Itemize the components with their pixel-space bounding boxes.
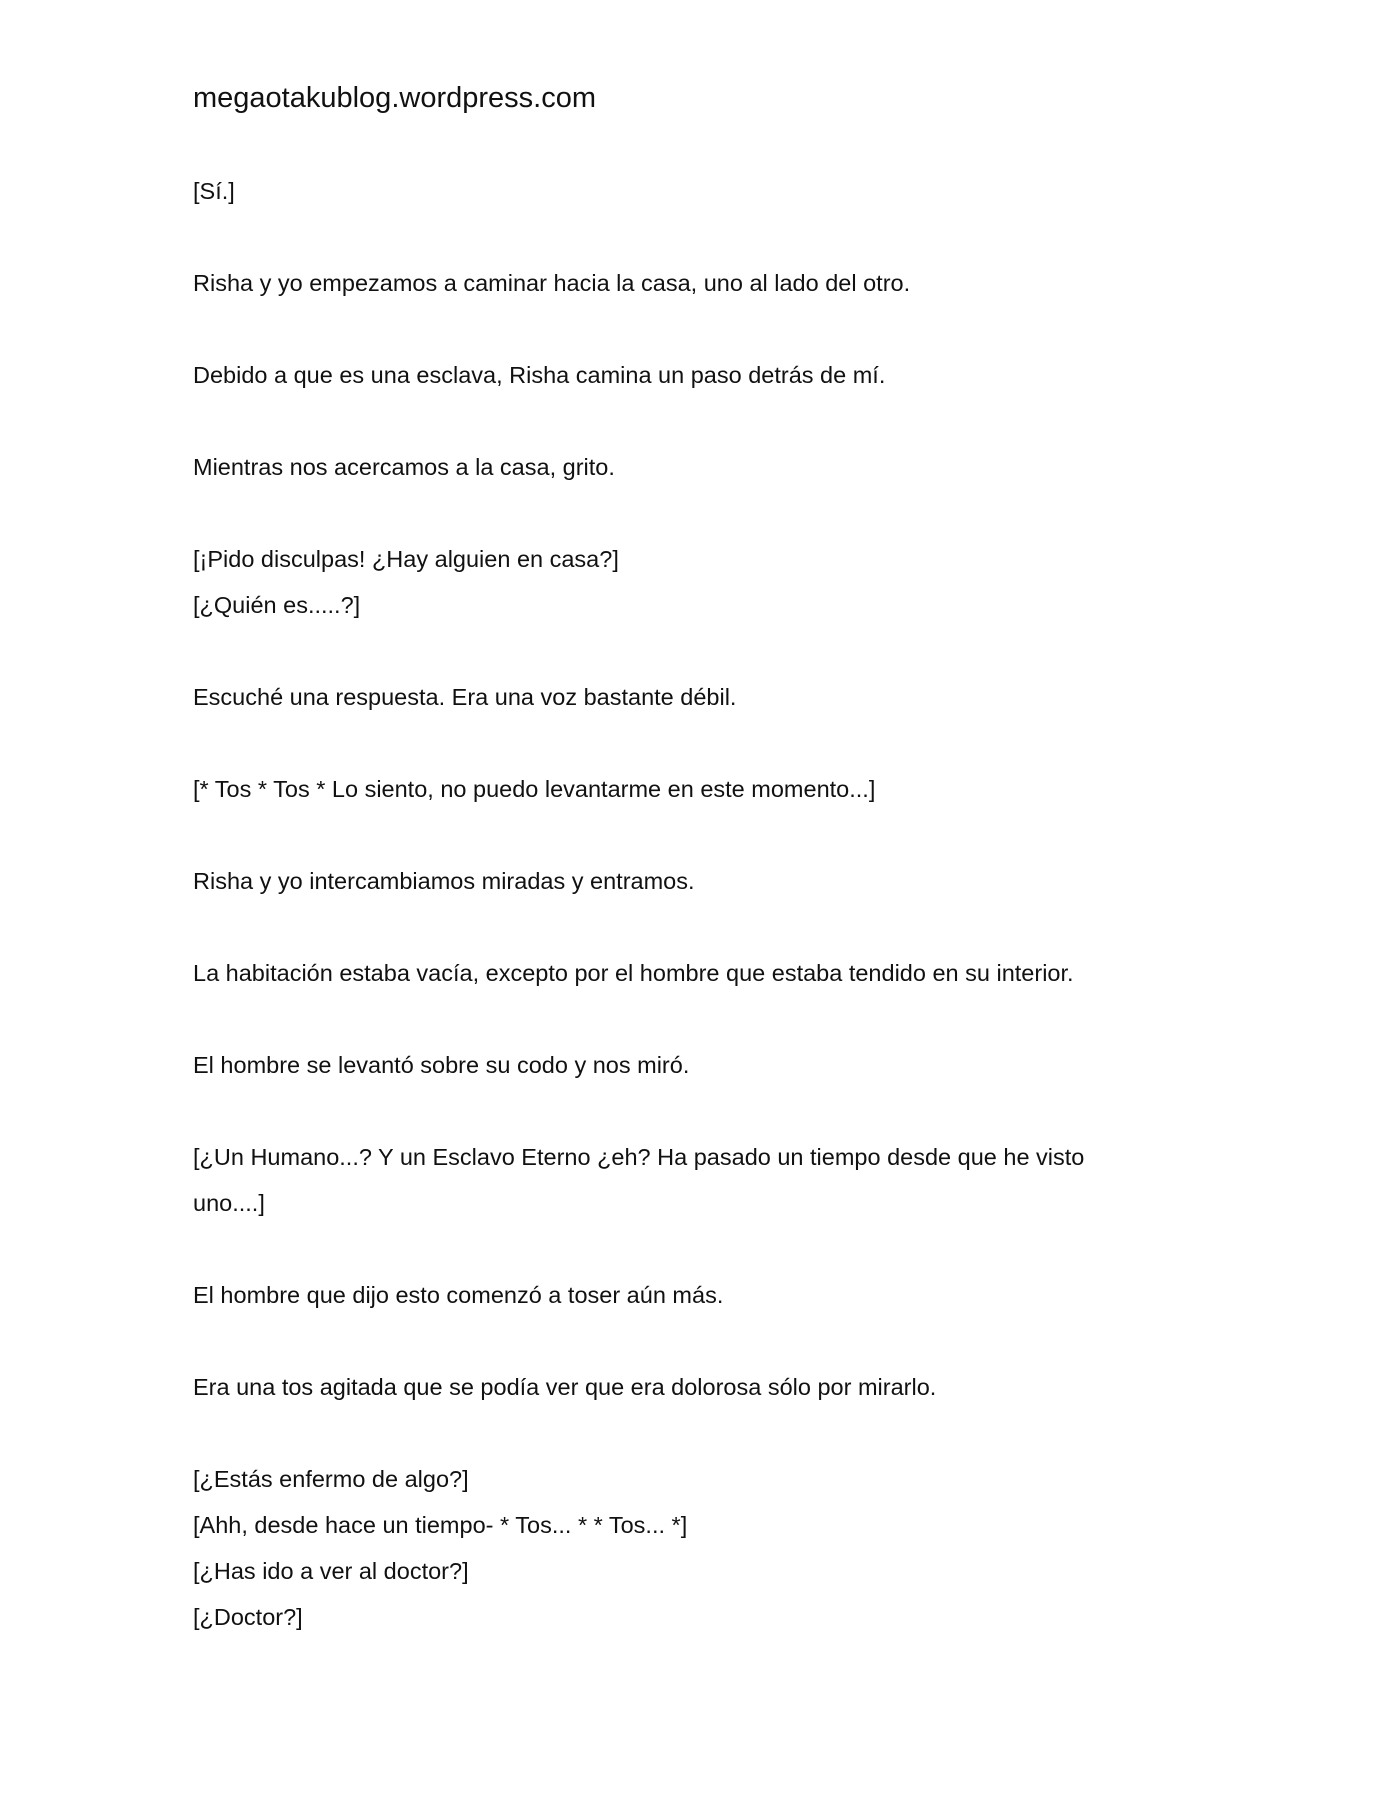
- text-line: Risha y yo empezamos a caminar hacia la casa, uno al lado del otro.: [193, 270, 911, 296]
- dialogue-block: [193, 766, 1183, 812]
- dialogue-line: [¡Pido disculpas! ¿Hay alguien en casa?]: [193, 546, 619, 572]
- paragraph: [193, 168, 1183, 214]
- dialogue-line: [* Tos * Tos * Lo siento, no puedo levantarme en este momento...]: [193, 776, 876, 802]
- paragraph: [193, 1042, 1183, 1088]
- document-body: [193, 168, 1183, 1686]
- site-header: megaotakublog.wordpress.com: [193, 82, 596, 114]
- text-line: Era una tos agitada que se podía ver que era dolorosa sólo por mirarlo.: [193, 1374, 937, 1400]
- text-line: La habitación estaba vacía, excepto por el hombre que estaba tendido en su interior.: [193, 960, 1074, 986]
- paragraph: [193, 352, 1183, 398]
- dialogue-line: [¿Un Humano...? Y un Esclavo Eterno ¿eh? Ha pasado un tiempo desde que he visto: [193, 1144, 1085, 1170]
- dialogue-line: [¿Doctor?]: [193, 1604, 303, 1630]
- dialogue-line: [¿Estás enfermo de algo?]: [193, 1466, 469, 1492]
- text-line: El hombre se levantó sobre su codo y nos miró.: [193, 1052, 690, 1078]
- dialogue-line: [¿Has ido a ver al doctor?]: [193, 1558, 469, 1584]
- dialogue-block: [193, 1134, 1183, 1226]
- paragraph: [193, 674, 1183, 720]
- paragraph: [193, 950, 1183, 996]
- text-line: [Sí.]: [193, 178, 235, 204]
- dialogue-line: [¿Quién es.....?]: [193, 592, 361, 618]
- paragraph: [193, 858, 1183, 904]
- dialogue-block: [193, 1456, 1183, 1640]
- text-line: Escuché una respuesta. Era una voz bastante débil.: [193, 684, 737, 710]
- text-line: Debido a que es una esclava, Risha camina un paso detrás de mí.: [193, 362, 886, 388]
- dialogue-line: [Ahh, desde hace un tiempo- * Tos... * * Tos... *]: [193, 1512, 688, 1538]
- text-line: Risha y yo intercambiamos miradas y entramos.: [193, 868, 695, 894]
- text-line: Mientras nos acercamos a la casa, grito.: [193, 454, 615, 480]
- dialogue-block: [193, 536, 1183, 628]
- paragraph: [193, 260, 1183, 306]
- paragraph: [193, 444, 1183, 490]
- paragraph: [193, 1272, 1183, 1318]
- paragraph: [193, 1364, 1183, 1410]
- dialogue-line: uno....]: [193, 1190, 265, 1216]
- text-line: El hombre que dijo esto comenzó a toser aún más.: [193, 1282, 724, 1308]
